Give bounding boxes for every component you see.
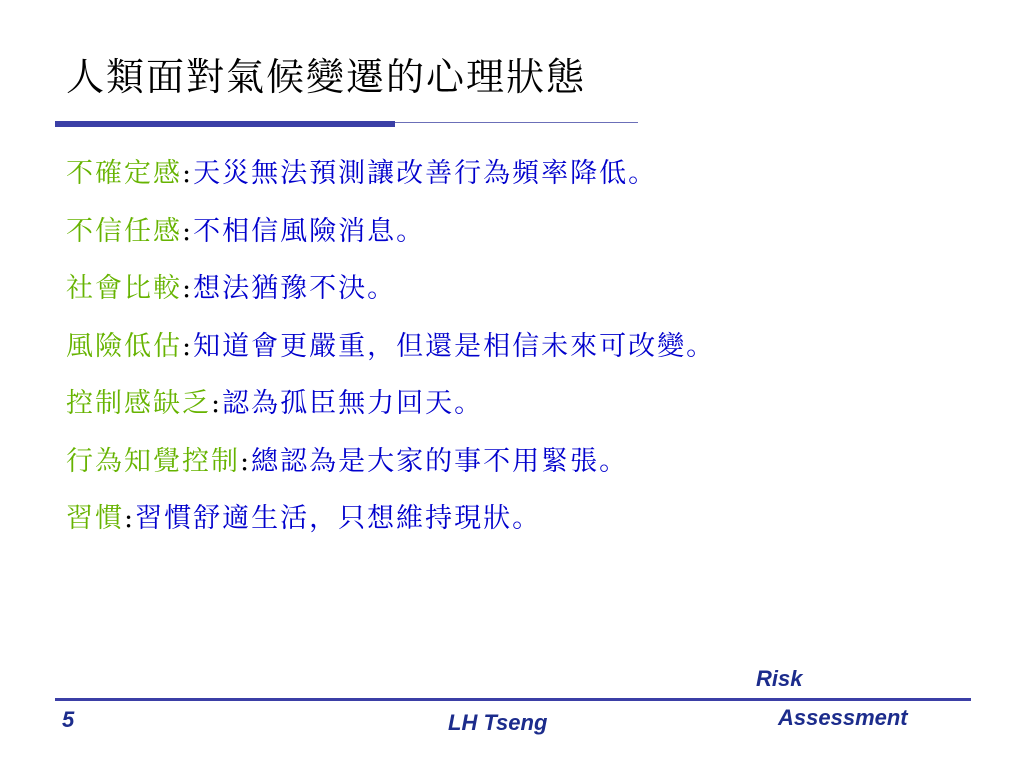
footer-author: LH Tseng: [448, 710, 548, 735]
item-colon: :: [211, 388, 223, 419]
item-term: 不確定感: [66, 158, 182, 189]
item-description: 天災無法預測讓改善行為頻率降低。: [193, 158, 658, 189]
body-list: [66, 145, 996, 548]
item-description: 不相信風險消息。: [193, 215, 426, 247]
title-underline-thick: [55, 121, 395, 127]
item-description: 習慣舒適生活，只想維持現狀。: [135, 503, 542, 534]
item-term: 社會比較: [66, 273, 182, 304]
item-term: 習慣: [66, 503, 124, 534]
item-colon: :: [182, 273, 194, 304]
item-term: 風險低估: [66, 330, 182, 362]
list-item: [66, 375, 996, 433]
item-colon: :: [182, 158, 194, 189]
footer-rule: [55, 698, 971, 701]
list-item: [66, 490, 996, 548]
item-description: 認為孤臣無力回天。: [222, 388, 484, 419]
item-description: 想法猶豫不決。: [193, 273, 397, 304]
item-term: 控制感缺乏: [66, 388, 211, 419]
item-term: 行為知覺控制: [66, 445, 240, 477]
list-item: [66, 145, 996, 203]
item-description: 總認為是大家的事不用緊張。: [251, 445, 629, 477]
slide-title: 人類面對氣候變遷的心理狀態: [66, 55, 587, 99]
item-description: 知道會更嚴重，但還是相信未來可改變。: [193, 330, 716, 362]
footer-course-line2: Assessment: [778, 705, 908, 730]
list-item: [66, 433, 996, 491]
item-colon: :: [182, 215, 194, 247]
list-item: [66, 260, 996, 318]
item-colon: :: [182, 330, 194, 362]
list-item: [66, 318, 996, 376]
footer-course-line1: Risk: [756, 666, 803, 691]
item-term: 不信任感: [66, 215, 182, 247]
item-colon: :: [124, 503, 136, 534]
page-number: 5: [62, 707, 75, 732]
item-colon: :: [240, 445, 252, 477]
list-item: [66, 203, 996, 261]
title-underline-thin: [395, 122, 638, 123]
